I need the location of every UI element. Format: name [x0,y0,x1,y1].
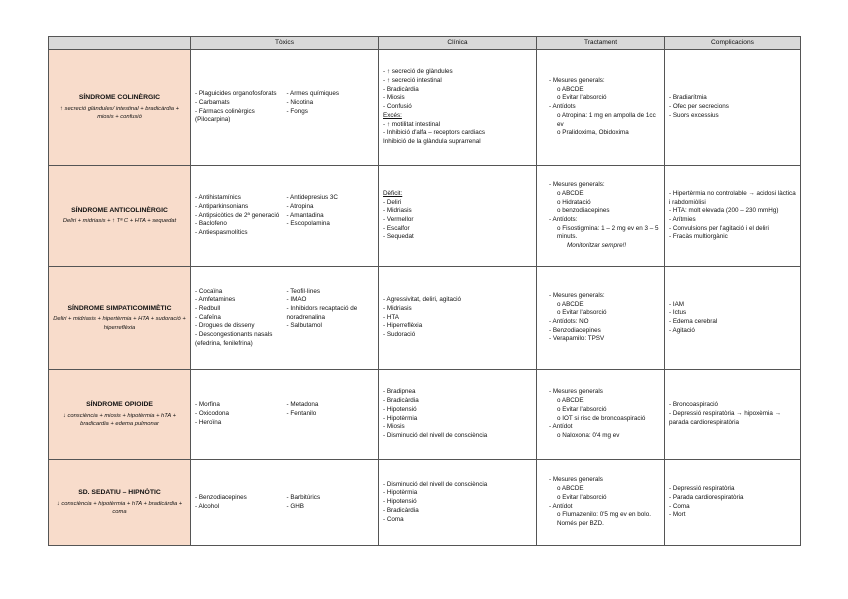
header-clinica: Clínica [379,37,537,50]
toxic-item: - Atropina [286,202,314,210]
tractament-item: o Flumazenilo: 0'5 mg ev en bolo. Només per BZD. [557,511,651,527]
toxic-item: - Baclofeno [195,220,227,228]
tractament-item: o Fisostigmina: 1 – 2 mg ev en 3 – 5 minuts. [557,224,659,241]
clinica-item: - Hipotèrmia [383,489,418,497]
tractament-item: - Mesures generals: [549,181,605,189]
syndrome-row [49,267,801,370]
syndrome-subtitle: ↓ consciència + hipotèrmia + hTA + bradicàrdia + coma [56,500,183,516]
toxics-left-list [195,288,283,349]
clinica-item: - Escalfor [383,224,410,232]
clinica-item: - Vermellor [383,216,414,223]
complicacions-cell [665,460,801,546]
clinica-item: - Bradicàrdia [383,85,419,93]
header-empty [49,37,191,50]
clinica-item: - Confusió [383,103,412,111]
tractament-item: o Evitar l'absorció [557,309,607,317]
tractament-item: - Antídot [549,502,573,510]
syndrome-cell [49,370,191,460]
toxics-right-list [287,90,375,125]
complicacions-cell [665,370,801,460]
tractament-item: - Antídot [549,423,573,431]
toxics-cell [191,460,379,546]
syndrome-cell [49,267,191,370]
toxics-right-list [287,194,375,237]
toxic-item: - Antidepresius 3C [286,194,338,202]
complicacions-item: - Ictus [669,309,687,317]
tractament-item: o Atropina: 1 mg en ampolla de 1cc ev [557,111,656,128]
syndrome-row [49,370,801,460]
tractament-cell [537,166,665,267]
clinica-item: Excés: [383,111,402,119]
toxic-item: - IMAO [286,296,307,304]
toxic-item: - Fongs [286,107,308,115]
complicacions-item: - Convulsions per l'agitació i el deliri [669,224,769,232]
clinica-cell [379,50,537,166]
toxic-item: - Carbamats [195,98,230,106]
complicacions-item: - Fracàs multiorgànic [669,233,728,241]
syndrome-title: SÍNDROME COLINÈRGIC [78,94,161,102]
tractament-item: - Antídots: [549,216,578,223]
toxics-columns [195,90,374,125]
complicacions-item: - Edema cerebral [669,318,718,325]
tractament-item: o Naloxona: 0'4 mg ev [557,431,620,439]
toxics-right-list [287,288,375,349]
toxic-item: - Amantadina [286,211,324,219]
clinica-item: - Bradicàrdia [383,397,419,405]
clinica-item: - Disminució del nivell de consciència [383,431,488,439]
tractament-item: o benzodiacepines [557,207,610,215]
toxic-item: - Escopolamina [286,220,330,228]
syndrome-title: SÍNDROME OPIOIDE [86,401,153,409]
toxics-cell [191,50,379,166]
complicacions-cell [665,166,801,267]
complicacions-cell [665,267,801,370]
syndrome-title: SÍNDROME ANTICOLINÈRGIC [71,207,168,215]
toxic-item: - Antipsicòtics de 2ª generació [195,211,280,219]
complicacions-item: - Ofec per secrecions [669,103,729,111]
tractament-item: - Benzodiacepines [549,326,601,334]
syndrome-title: SD. SEDATIU – HIPNÒTIC [78,489,161,497]
clinica-item: - Miosis [383,94,405,102]
header-row [49,37,801,50]
toxic-item: - Benzodiacepines [195,493,247,501]
tractament-item: - Mesures generals: [549,77,605,85]
tractament-cell [537,370,665,460]
complicacions-item: - Depressió respiratòria → hipoxèmia → parada cardiorespiratòria [669,410,781,426]
clinica-item: - Agressivitat, deliri, agitació [383,296,462,304]
tractament-item: o ABCDE [557,189,584,197]
clinica-item: - ↑ secreció de glàndules [383,68,453,76]
tractament-item: - Mesures generals: [549,291,605,299]
tractament-item: o ABCDE [557,85,584,93]
clinica-item: - HTA [383,313,399,321]
syndrome-subtitle: ↑ secreció glàndules/ intestinal + bradicàrdia + miosis + confusió [60,105,179,121]
clinica-item: - Hipotèrmia [383,414,418,422]
complicacions-item: - Bradiarítmia [669,94,707,102]
clinica-item: - Midriasis [383,207,412,215]
clinica-item: - ↑ motilitat intestinal [383,120,441,128]
toxics-right-list [287,494,375,511]
toxic-item: - Redbull [195,304,221,312]
syndrome-subtitle: Deliri + midriasis + ↑ Tª C + HTA + sequedat [62,218,177,225]
toxics-cell [191,267,379,370]
toxic-item: - Cafeïna [195,313,221,321]
toxic-item: - Barbitúrics [286,493,321,501]
clinica-item: - Inhibició d'alfa – receptors cardiacs [383,129,486,137]
complicacions-item: - Coma [669,502,690,510]
toxic-item: - Drogues de disseny [195,322,255,330]
tractament-item: - Mesures generals [549,388,603,396]
tractament-item: o ABCDE [557,485,584,493]
complicacions-item: - Parada cardiorespiratòria [669,493,744,501]
header-tractament: Tractament [537,37,665,50]
toxic-item: - Morfina [195,401,220,409]
clinica-item: Dèficit: [383,189,403,197]
tractament-item: o Evitar l'absorció [557,94,607,102]
complicacions-item: - Depressió respiratòria [669,485,735,493]
toxic-item: - Armes químiques [286,90,339,98]
toxic-item: - Inhibidors recaptació de noradrenalina [286,304,358,321]
syndrome-title: SÍNDROME SIMPATICOMIMÈTIC [67,304,172,312]
toxic-item: - Fàrmacs colinèrgics (Pilocarpina) [195,107,255,124]
clinica-item: - Hipotensió [383,405,417,413]
header-toxics: Tòxics [191,37,379,50]
complicacions-item: - IAM [669,300,685,308]
toxics-columns [195,288,374,349]
toxic-item: - Cocaïna [195,287,223,295]
complicacions-cell [665,50,801,166]
clinica-item: - Hipotensió [383,498,417,506]
toxic-item: - Salbutamol [286,322,322,330]
tractament-item: - Antídots [549,103,576,111]
clinica-cell [379,370,537,460]
toxic-item: - Oxicodona [195,410,229,418]
tractament-item: o ABCDE [557,300,584,308]
complicacions-item: - Agitació [669,326,695,334]
tractament-item: - Verapamilo: TPSV [549,335,605,343]
syndrome-subtitle: ↓ consciència + miosis + hipotèrmia + hTA + bradicardia + edema pulmonar [62,412,177,428]
complicacions-item: - HTA: molt elevada (200 – 230 mmHg) [669,207,779,215]
tractament-cell [537,50,665,166]
complicacions-item: - Arítmies [669,216,696,223]
toxics-left-list [195,194,283,237]
tractament-cell [537,460,665,546]
toxics-columns [195,401,374,427]
toxics-right-list [287,401,375,427]
clinica-item: - Hiperreflèxia [383,322,423,330]
syndrome-cell [49,166,191,267]
tractament-item: o Evitar l'absorció [557,405,607,413]
clinica-item: - Miosis [383,423,405,431]
complicacions-item: - Suors excessius [669,111,719,119]
toxic-item: - Nicotina [286,98,314,106]
tractament-item: - Antídots: NO [549,318,589,325]
toxics-left-list [195,401,283,427]
toxic-item: - Descongestionants nasals (efedrina, fenilefrina) [195,331,273,347]
toxic-item: - Amfetamines [195,296,236,304]
clinica-cell [379,166,537,267]
clinica-item: - Midriasis [383,304,412,312]
toxics-cell [191,166,379,267]
syndrome-row [49,50,801,166]
clinica-item: - Disminució del nivell de consciència [383,480,488,488]
toxics-left-list [195,90,283,125]
toxic-item: - Metadona [286,401,319,409]
toxic-item: - Teofil·lines [286,287,320,295]
complicacions-item: - Broncoaspiració [669,401,718,409]
syndrome-cell [49,460,191,546]
toxic-item: - Alcohol [195,502,220,510]
syndrome-row [49,460,801,546]
toxics-columns [195,494,374,511]
complicacions-item: - Hipertèrmia no controlable → acidosi làctica i rabdomiòlisi [669,189,796,206]
tractament-item: o Pralidoxima, Obidoxima [557,129,629,137]
clinica-item: - Bradicàrdia [383,506,419,514]
syndrome-row [49,166,801,267]
tractament-cell [537,267,665,370]
toxics-cell [191,370,379,460]
tractament-item: o IOT si risc de broncoaspiració [557,414,646,422]
clinica-item: - Coma [383,515,404,523]
toxic-item: - Heroïna [195,418,222,426]
clinica-item: - Sequedat [383,233,414,241]
toxic-item: - Antiparkinsonians [195,202,249,210]
complicacions-item: - Mort [669,511,686,519]
tractament-item: o ABCDE [557,397,584,405]
clinica-item: - Sudoració [383,331,416,339]
clinica-item: - ↑ secreció intestinal [383,77,442,85]
toxic-item: - GHB [286,502,304,510]
clinica-cell [379,267,537,370]
toxics-columns [195,194,374,237]
toxic-item: - Fentanilo [286,410,317,418]
toxic-item: - Antiespasmolítics [195,229,248,237]
syndrome-subtitle: Deliri + midriasis + hipertèrmia + HTA + sudoració + hiperreflèxia [53,316,186,331]
toxics-left-list [195,494,283,511]
clinica-item: Inhibició de la glàndula suprarrenal [383,137,481,145]
toxic-item: - Antihistamínics [195,194,241,202]
toxic-item: - Plaguicides organofosforats [195,90,277,98]
header-complicacions: Complicacions [665,37,801,50]
clinica-item: - Deliri [383,198,402,206]
tractament-item: Monitoritzar sempre!! [567,242,627,250]
clinica-item: - Bradipnea [383,388,416,396]
clinica-cell [379,460,537,546]
tractament-item: o Evitar l'absorció [557,493,607,501]
syndrome-cell [49,50,191,166]
tractament-item: - Mesures generals [549,476,603,484]
toxicology-table [48,36,801,546]
tractament-item: o Hidratació [557,198,591,206]
